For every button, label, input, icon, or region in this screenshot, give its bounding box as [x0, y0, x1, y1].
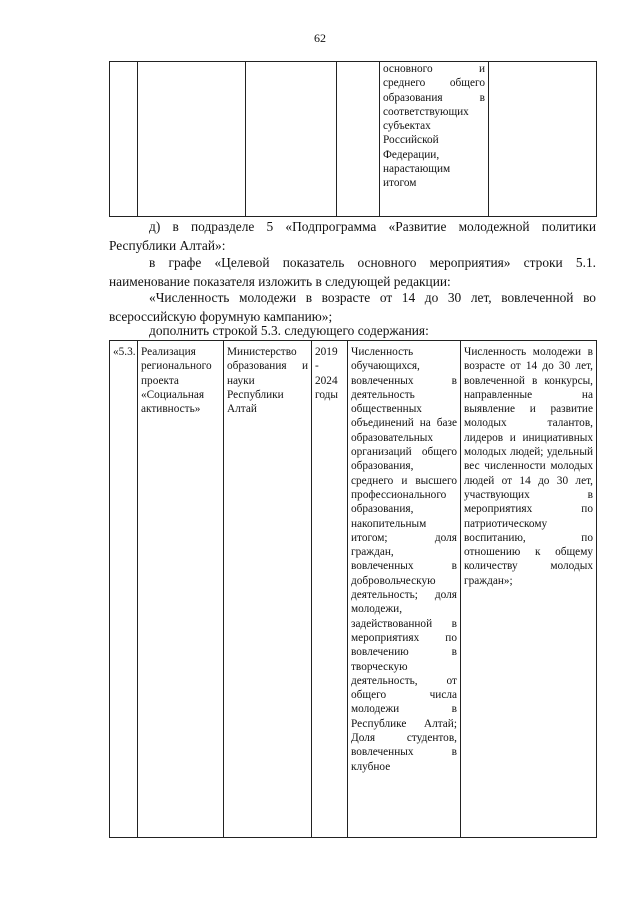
- paragraph-d-intro: д) в подразделе 5 «Подпрограмма «Развитие молодежной политики Республики Алтай»:: [109, 219, 596, 253]
- project-name: Реализация регионального проекта «Социальная активность»: [141, 346, 212, 416]
- page-number: 62: [314, 31, 326, 45]
- target-indicator-text: Численность молодежи в возрасте от 14 до 30 лет, вовлеченной в конкурсы, направленные на выявление и развитие молодых талантов, лидеров и инициативных молодых людей; удельный вес численности молодых людей от 14 до 30 лет, участвующих в мероприятиях по патриотическому воспитанию, по отношению к общему количеству молодых граждан»;: [464, 346, 593, 587]
- indicators-text: Численность обучающихся, вовлеченных в деятельность общественных объединений на базе образовательных организаций общего образования, среднего и высшего профессионального образования, накопительным итогом; доля граждан, вовлеченных в добровольческую деятельность; доля молодежи, задействованной в мероприятиях по вовлечению в творческую деятельность, от общего числа молодежи в Республике Алтай; Доля студентов, вовлеченных в клубное: [351, 346, 457, 773]
- paragraph-add-row: дополнить строкой 5.3. следующего содержания:: [149, 323, 429, 338]
- paragraph-column-instruction: в графе «Целевой показатель основного мероприятия» строки 5.1. наименование показателя изложить в следующей редакции:: [109, 255, 596, 289]
- years-cell: [312, 341, 348, 838]
- indicator-cell: [380, 62, 489, 217]
- ministry-cell: [224, 341, 312, 838]
- years: 2019 - 2024 годы: [315, 346, 339, 401]
- empty-cell-years: [337, 62, 380, 217]
- indicators-cell: [348, 341, 461, 838]
- continuation-table: [109, 61, 597, 217]
- empty-cell-number: [110, 62, 138, 217]
- paragraph-quote: «Численность молодежи в возрасте от 14 до 30 лет, вовлеченной во всероссийскую форумную кампанию»;: [109, 290, 596, 324]
- target-cell: [461, 341, 597, 838]
- row-number-cell: [110, 341, 138, 838]
- empty-cell-project: [138, 62, 246, 217]
- empty-cell-target: [489, 62, 597, 217]
- new-row-table: [109, 340, 597, 838]
- row-number: «5.3.: [113, 346, 136, 358]
- project-cell: [138, 341, 224, 838]
- empty-cell-ministry: [246, 62, 337, 217]
- indicator-continuation-text: основного и среднего общего образования в соответствующих субъектах Российской Федерации, нарастающим итогом: [383, 63, 485, 190]
- ministry-name: Министерство образования и науки Республики Алтай: [227, 346, 308, 416]
